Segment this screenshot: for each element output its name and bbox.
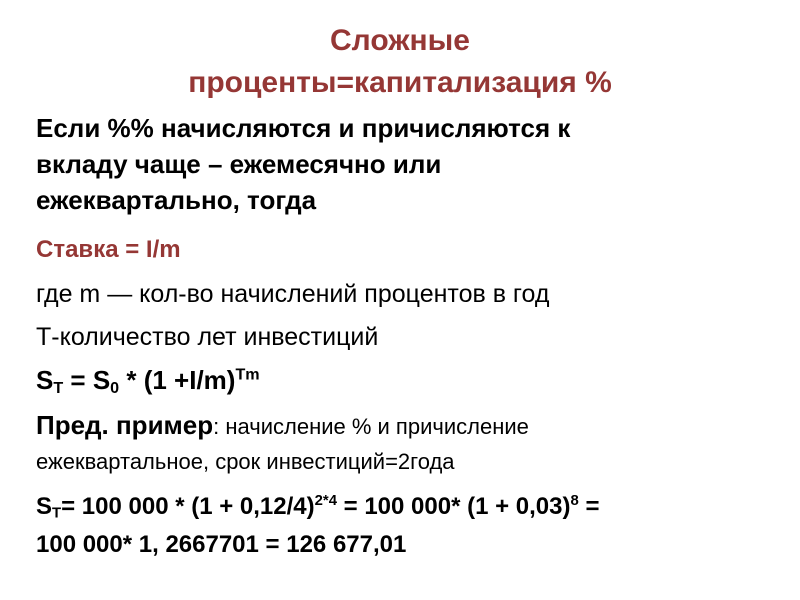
definition-m: где m — кол-во начислений процентов в год bbox=[36, 280, 550, 308]
calc-exponent-2: 8 bbox=[570, 493, 579, 510]
example-line-1 bbox=[36, 408, 529, 447]
intro-line-2: вкладу чаще – ежемесячно или bbox=[36, 149, 442, 179]
calculation-line-2: 100 000* 1, 2667701 = 126 677,01 bbox=[36, 531, 407, 558]
formula-zero-subscript: 0 bbox=[110, 379, 120, 398]
example-text-1: : начисление % и причисление bbox=[213, 414, 529, 439]
definition-t: Т-количество лет инвестиций bbox=[36, 323, 379, 351]
calc-s: S bbox=[36, 493, 53, 520]
example-line-2: ежеквартальное, срок инвестиций=2года bbox=[36, 449, 455, 474]
formula-rest: * (1 +I/m) bbox=[119, 365, 236, 395]
calc-exponent-1: 2*4 bbox=[314, 493, 337, 510]
formula-s: S bbox=[36, 365, 54, 395]
formula-t-subscript: T bbox=[53, 379, 64, 398]
example-label: Пред. пример bbox=[36, 410, 214, 440]
calc-part-2: = 100 000* (1 + 0,03) bbox=[336, 493, 571, 520]
formula-eq: = S bbox=[63, 365, 111, 395]
title-line-1: Сложные bbox=[330, 24, 470, 57]
formula-exponent: Tm bbox=[235, 365, 260, 384]
calc-t-subscript: T bbox=[52, 505, 62, 522]
rate-formula: Ставка = I/m bbox=[36, 236, 181, 263]
calculation-line-1 bbox=[36, 490, 599, 524]
slide-title bbox=[0, 20, 800, 104]
title-line-2: проценты=капитализация % bbox=[188, 66, 612, 99]
compound-formula bbox=[36, 363, 260, 397]
intro-line-1: Если %% начисляются и причисляются к bbox=[36, 113, 571, 143]
calc-part-1: = 100 000 * (1 + 0,12/4) bbox=[61, 493, 315, 520]
intro-line-3: ежеквартально, тогда bbox=[36, 185, 317, 215]
calc-part-3: = bbox=[578, 493, 600, 520]
